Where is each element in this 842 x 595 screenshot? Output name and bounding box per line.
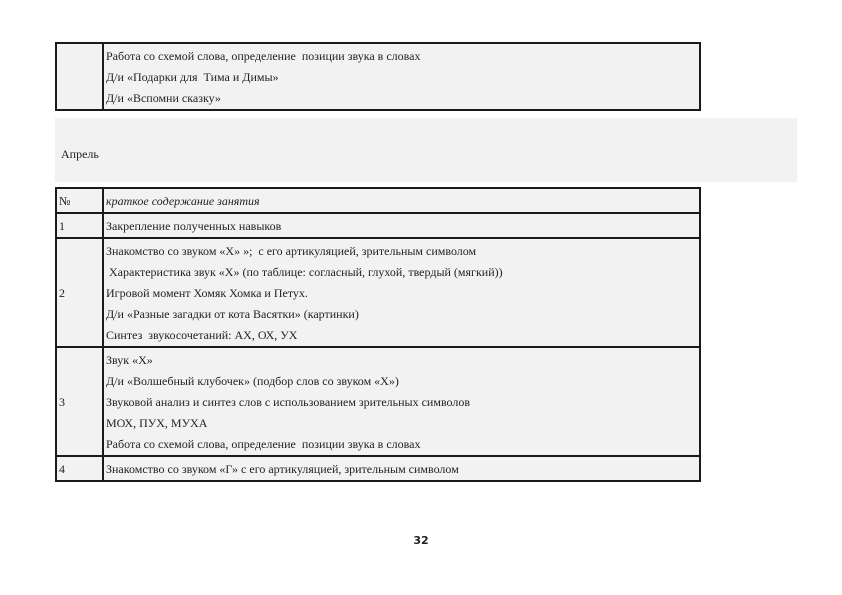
- content-line: Работа со схемой слова, определение позиции звука в словах: [106, 437, 421, 451]
- top-lesson-table: [55, 42, 701, 111]
- content-cell: [103, 456, 700, 481]
- header-number: №: [56, 188, 103, 213]
- content-cell: [103, 347, 700, 456]
- table-row: [56, 213, 700, 238]
- content-line: Игровой момент Хомяк Хомка и Петух.: [106, 286, 308, 300]
- table-row: [56, 456, 700, 481]
- content-line: Знакомство со звуком «Г» с его артикуляцией, зрительным символом: [106, 462, 459, 476]
- header-content: краткое содержание занятия: [103, 188, 700, 213]
- month-band: [55, 118, 797, 182]
- row-number: 2: [56, 238, 103, 347]
- content-line: Д/и «Вспомни сказку»: [106, 91, 221, 105]
- table-row: [56, 347, 700, 456]
- month-heading: Апрель: [61, 147, 99, 161]
- content-line: Знакомство со звуком «Х» »; с его артикуляцией, зрительным символом: [106, 244, 477, 258]
- content-cell: [103, 213, 700, 238]
- row-number: 4: [56, 456, 103, 481]
- content-line: Работа со схемой слова, определение позиции звука в словах: [106, 49, 421, 63]
- table-header-row: [56, 188, 700, 213]
- row-number: 3: [56, 347, 103, 456]
- table-row: [56, 238, 700, 347]
- content-cell: [103, 238, 700, 347]
- content-line: Д/и «Разные загадки от кота Васятки» (картинки): [106, 307, 359, 321]
- content-line: Д/и «Подарки для Тима и Димы»: [106, 70, 279, 84]
- content-line: Закрепление полученных навыков: [106, 219, 282, 233]
- april-lesson-table: [55, 187, 701, 482]
- table-row: [56, 43, 700, 110]
- content-line: Д/и «Волшебный клубочек» (подбор слов со звуком «Х»): [106, 374, 399, 388]
- content-line: МОХ, ПУХ, МУХА: [106, 416, 208, 430]
- content-line: Звук «Х»: [106, 353, 153, 367]
- row-number-cell: [56, 43, 103, 110]
- page-number: 32: [413, 534, 429, 547]
- row-number: 1: [56, 213, 103, 238]
- content-line: Синтез звукосочетаний: АХ, ОХ, УХ: [106, 328, 298, 342]
- content-cell: [103, 43, 700, 110]
- content-line: Звуковой анализ и синтез слов с использованием зрительных символов: [106, 395, 471, 409]
- content-line: Характеристика звук «Х» (по таблице: согласный, глухой, твердый (мягкий)): [106, 265, 503, 279]
